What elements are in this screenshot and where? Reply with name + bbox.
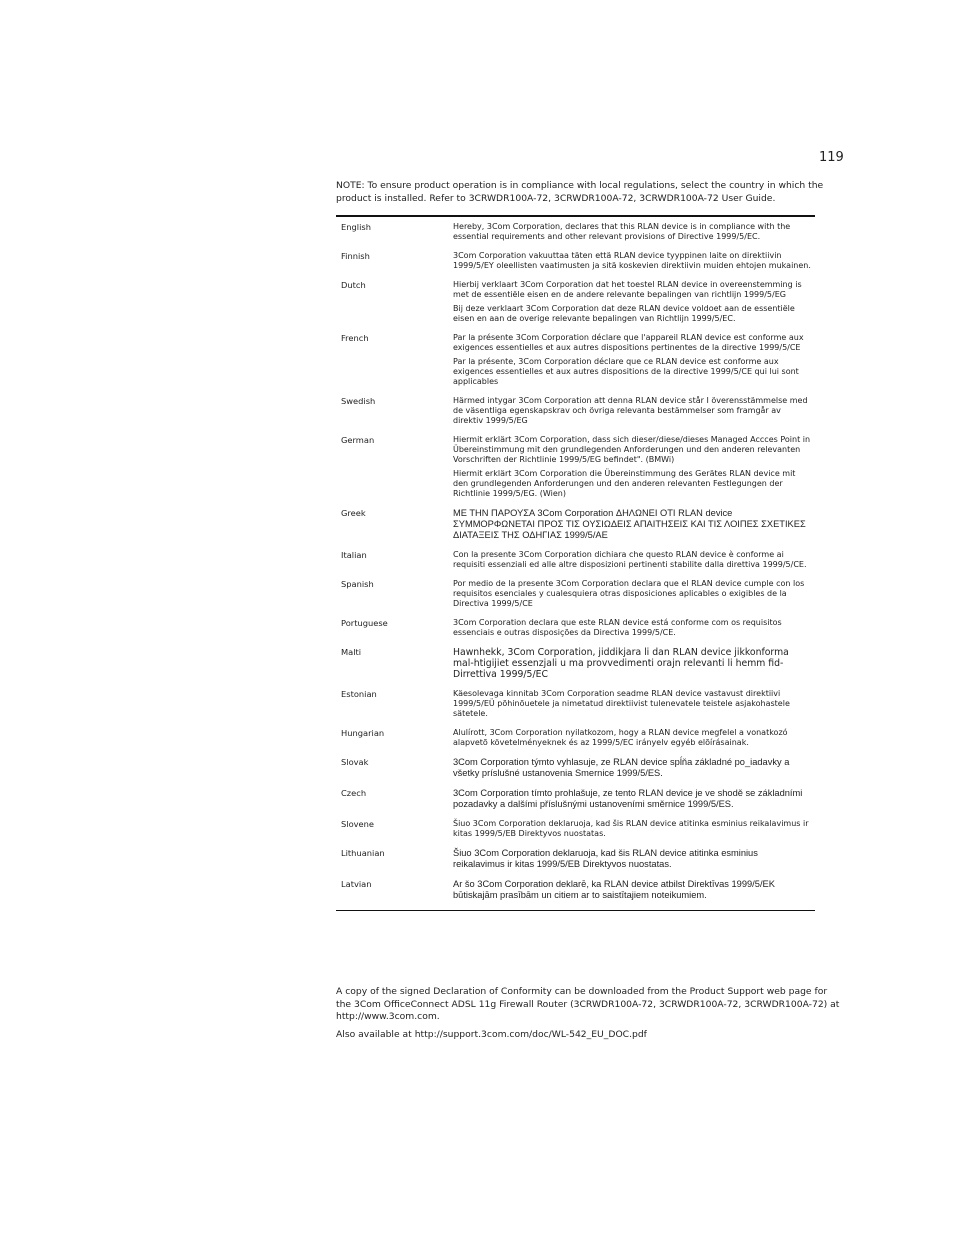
declaration-paragraph: Šiuo 3Com Corporation deklaruoja, kad šis RLAN device atitinka esminius reikalavimus ir kitas 1999/5/EB Direktyvos nuostatas. <box>453 848 758 869</box>
declaration-paragraph: 3Com Corporation declara que este RLAN device está conforme com os requisitos essenciais e outras disposições da Directiva 1999/5/CE. <box>453 618 782 637</box>
declaration-paragraph: Por medio de la presente 3Com Corporation declara que el RLAN device cumple con los requisitos esenciales y cualesquiera otras disposiciones aplicables o exigibles de la Directiva 1999/5/CE <box>453 579 805 608</box>
declaration-text-cell <box>453 843 815 874</box>
language-cell: Portuguese <box>341 618 388 628</box>
declaration-paragraph: Hiermit erklärt 3Com Corporation die Übereinstimmung des Gerätes RLAN device mit den grundlegenden Anforderungen und den anderen relevanten Festlegungen der Richtlinie 1999/5/EG. (Wien) <box>453 469 796 498</box>
table-row <box>336 246 815 275</box>
table-row <box>336 328 815 391</box>
declaration-text-cell <box>453 216 815 246</box>
declaration-text-cell <box>453 783 815 814</box>
declaration-text-cell <box>453 814 815 843</box>
declaration-text-cell <box>453 391 815 430</box>
language-cell: English <box>341 222 371 232</box>
declaration-paragraph: Käesolevaga kinnitab 3Com Corporation seadme RLAN device vastavust direktiivi 1999/5/EÜ põhinõuetele ja nimetatud direktiivist tulenevatele teistele asjakohastele sätetele. <box>453 689 790 718</box>
language-cell: Italian <box>341 550 367 560</box>
declaration-text-cell <box>453 545 815 574</box>
declaration-text-cell <box>453 752 815 783</box>
also-available-paragraph: Also available at http://support.3com.com/doc/WL-542_EU_DOC.pdf <box>336 1029 647 1040</box>
declaration-paragraph: 3Com Corporation vakuuttaa täten että RLAN device tyyppinen laite on direktiivin 1999/5/EY oleellisten vaatimusten ja sitä koskevien direktiivin muiden ehtojen mukainen. <box>453 251 811 270</box>
declaration-text-cell <box>453 246 815 275</box>
declaration-paragraph: Con la presente 3Com Corporation dichiara che questo RLAN device è conforme ai requisiti essenziali ed alle altre disposizioni pertinenti stabilite dalla direttiva 1999/5/CE. <box>453 550 807 569</box>
declaration-text-cell <box>453 642 815 684</box>
table-row <box>336 613 815 642</box>
declaration-paragraph: Hierbij verklaart 3Com Corporation dat het toestel RLAN device in overeenstemming is met de essentiële eisen en de andere relevante bepalingen van richtlijn 1999/5/EG <box>453 280 802 299</box>
language-cell: Swedish <box>341 396 376 406</box>
declaration-paragraph: Hiermit erklärt 3Com Corporation, dass sich dieser/diese/dieses Managed Accces Point in Übereinstimmung mit den grundlegenden Anforderungen und den anderen relevanten Vorschriften der Richtlinie 1999/5/EG befindet". (BMWi) <box>453 435 811 464</box>
language-cell: Lithuanian <box>341 848 385 858</box>
table-row <box>336 684 815 723</box>
language-cell: Slovene <box>341 819 375 829</box>
declaration-paragraph: Alulírott, 3Com Corporation nyilatkozom, hogy a RLAN device megfelel a vonatkozó alapvetõ követelményeknek és az 1999/5/EC irányelv egyéb elõírásainak. <box>453 728 788 747</box>
declaration-paragraph: Šiuo 3Com Corporation deklaruoja, kad šis RLAN device atitinka esminius reikalavimus ir kitas 1999/5/EB Direktyvos nuostatas. <box>453 819 809 838</box>
table-row <box>336 814 815 843</box>
declaration-text-cell <box>453 503 815 545</box>
declaration-text-cell <box>453 723 815 752</box>
declaration-text-cell <box>453 874 815 911</box>
declaration-paragraph: 3Com Corporation týmto vyhlasuje, ze RLAN device spĺňa základné po_iadavky a všetky príslušné ustanovenia Smernice 1999/5/ES. <box>453 757 790 778</box>
declaration-text-cell <box>453 275 815 328</box>
declaration-paragraph: Par la présente 3Com Corporation déclare que l'appareil RLAN device est conforme aux exigences essentielles et aux autres dispositions pertinentes de la directive 1999/5/CE <box>453 333 804 352</box>
language-cell: French <box>341 333 369 343</box>
language-cell: Finnish <box>341 251 370 261</box>
declaration-text-cell <box>453 684 815 723</box>
table-row <box>336 723 815 752</box>
table-row <box>336 843 815 874</box>
language-cell: Greek <box>341 508 366 518</box>
language-cell: Estonian <box>341 689 377 699</box>
declaration-paragraph: Ar šo 3Com Corporation deklarē, ka RLAN device atbilst Direktīvas 1999/5/EK būtiskajām prasībām un citiem ar to saistītajiem noteikumiem. <box>453 879 775 900</box>
declaration-copy-paragraph: A copy of the signed Declaration of Conformity can be downloaded from the Product Support web page for the 3Com OfficeConnect ADSL 11g Firewall Router (3CRWDR100A-72, 3CRWDR100A-72, 3CRWDR100A-72) at http://www.3com.com. <box>336 986 840 1022</box>
language-cell: Spanish <box>341 579 374 589</box>
language-cell: Malti <box>341 647 362 657</box>
language-cell: Dutch <box>341 280 366 290</box>
declaration-text-cell <box>453 574 815 613</box>
declaration-paragraph: ΜΕ ΤΗΝ ΠΑΡΟΥΣΑ 3Com Corporation ΔΗΛΩΝΕΙ ΟΤΙ RLAN device ΣΥΜΜΟΡΦΩΝΕΤΑΙ ΠΡΟΣ ΤΙΣ ΟΥΣΙΩΔΕΙΣ ΑΠΑΙΤΗΣΕΙΣ ΚΑΙ ΤΙΣ ΛΟΙΠΕΣ ΣΧΕΤΙΚΕΣ ΔΙΑΤΑΞΕΙΣ ΤΗΣ ΟΔΗΓΙΑΣ 1999/5/ΑΕ <box>453 508 806 540</box>
declaration-paragraph: Hereby, 3Com Corporation, declares that this RLAN device is in compliance with the essential requirements and other relevant provisions of Directive 1999/5/EC. <box>453 222 791 241</box>
table-row <box>336 275 815 328</box>
declaration-text-cell <box>453 328 815 391</box>
page-number: 119 <box>819 150 844 165</box>
declaration-paragraph: 3Com Corporation tímto prohlašuje, ze tento RLAN device je ve shodě se základními pozadavky a dalšími příslušnými ustanoveními směrnice 1999/5/ES. <box>453 788 803 809</box>
table-row <box>336 874 815 911</box>
declaration-table <box>336 215 815 911</box>
table-row <box>336 430 815 503</box>
language-cell: Slovak <box>341 757 369 767</box>
table-row <box>336 574 815 613</box>
declaration-paragraph: Bij deze verklaart 3Com Corporation dat deze RLAN device voldoet aan de essentiële eisen en aan de overige relevante bepalingen van Richtlijn 1999/5/EC. <box>453 304 795 323</box>
table-row <box>336 752 815 783</box>
table-row <box>336 783 815 814</box>
language-cell: Czech <box>341 788 367 798</box>
declaration-paragraph: Par la présente, 3Com Corporation déclare que ce RLAN device est conforme aux exigences essentielles et aux autres dispositions de la directive 1999/5/CE qui lui sont applicables <box>453 357 799 386</box>
table-row <box>336 503 815 545</box>
language-cell: German <box>341 435 375 445</box>
declaration-paragraph: Hawnhekk, 3Com Corporation, jiddikjara li dan RLAN device jikkonforma mal-htigijiet essenzjali u ma provvedimenti orajn relevanti li hemm fid-Dirrettiva 1999/5/EC <box>453 647 789 680</box>
language-cell: Hungarian <box>341 728 385 738</box>
compliance-note: NOTE: To ensure product operation is in compliance with local regulations, select the country in which the product is installed. Refer to 3CRWDR100A-72, 3CRWDR100A-72, 3CRWDR100A-72 User Guide. <box>336 180 824 204</box>
table-row <box>336 391 815 430</box>
table-row <box>336 545 815 574</box>
declaration-text-cell <box>453 613 815 642</box>
declaration-text-cell <box>453 430 815 503</box>
language-cell: Latvian <box>341 879 372 889</box>
table-row <box>336 642 815 684</box>
declaration-table-body <box>336 216 815 911</box>
declaration-paragraph: Härmed intygar 3Com Corporation att denna RLAN device står I överensstämmelse med de väsentliga egenskapskrav och övriga relevanta bestämmelser som framgår av direktiv 1999/5/EG <box>453 396 808 425</box>
table-row <box>336 216 815 246</box>
